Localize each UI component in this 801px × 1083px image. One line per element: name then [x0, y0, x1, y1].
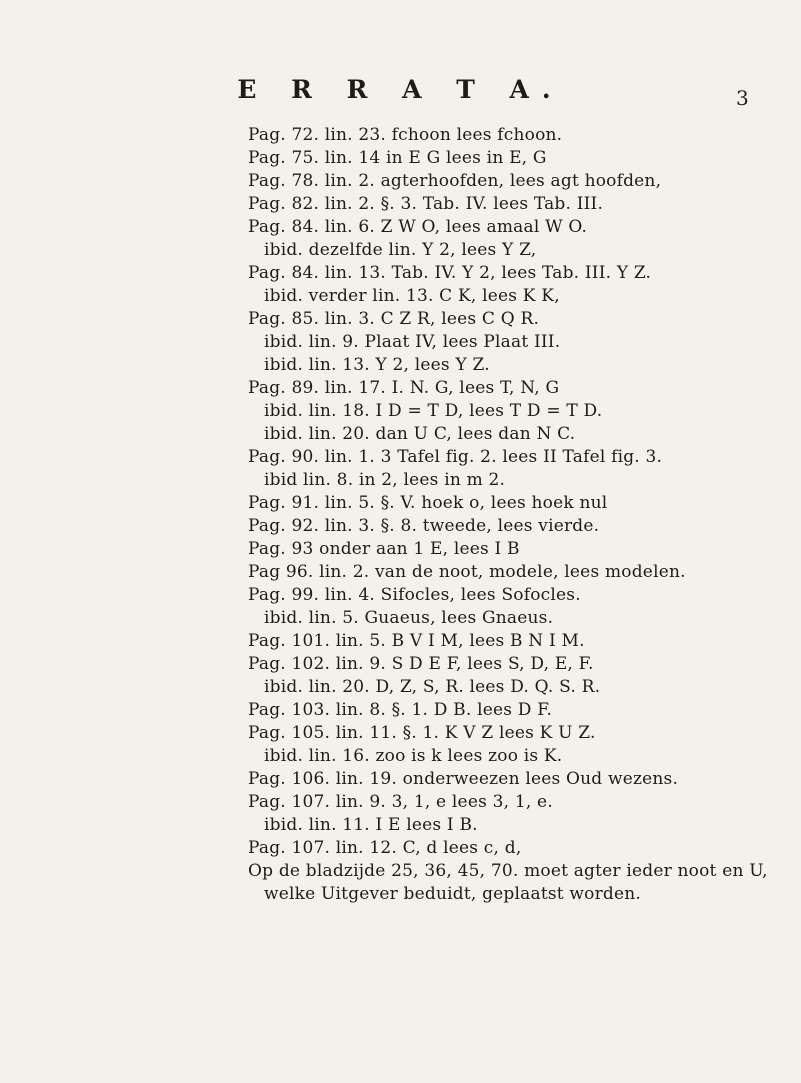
errata-note: Op de bladzijde 25, 36, 45, 70. moet agter ieder noot en U, welke Uitgever beduidt, geplaatst worden. [248, 861, 768, 904]
errata-entry: ibid. lin. 20. D, Z, S, R. lees D. Q. S. R. [264, 677, 601, 697]
errata-entry: Pag. 91. lin. 5. §. V. hoek o, lees hoek nul [248, 493, 608, 513]
errata-entry: Pag. 101. lin. 5. B V I M, lees B N I M. [248, 631, 585, 651]
errata-entry: ibid. verder lin. 13. C K, lees K K, [264, 286, 560, 306]
errata-list [248, 124, 788, 906]
errata-entry: Pag. 89. lin. 17. I. N. G, lees T, N, G [248, 378, 560, 398]
page-heading: E R R A T A. [237, 75, 564, 104]
errata-entry: Pag. 82. lin. 2. §. 3. Tab. IV. lees Tab. III. [248, 194, 604, 214]
errata-entry: Pag. 93 onder aan 1 E, lees I B [248, 539, 520, 559]
errata-entry: Pag. 99. lin. 4. Sifocles, lees Sofocles. [248, 585, 581, 605]
errata-entry: ibid. dezelfde lin. Y 2, lees Y Z, [264, 240, 537, 260]
errata-entry: Pag. 102. lin. 9. S D E F, lees S, D, E, F. [248, 654, 594, 674]
errata-entry: Pag. 85. lin. 3. C Z R, lees C Q R. [248, 309, 540, 329]
errata-entry: ibid. lin. 18. I D = T D, lees T D = T D. [264, 401, 603, 421]
errata-entry: Pag. 78. lin. 2. agterhoofden, lees agt hoofden, [248, 171, 662, 191]
errata-entry: Pag. 84. lin. 6. Z W O, lees amaal W O. [248, 217, 588, 237]
errata-entry: Pag. 72. lin. 23. fchoon lees fchoon. [248, 125, 563, 145]
errata-entry: Pag. 92. lin. 3. §. 8. tweede, lees vierde. [248, 516, 600, 536]
errata-entry: Pag. 107. lin. 12. C, d lees c, d, [248, 838, 522, 858]
errata-entry: Pag. 105. lin. 11. §. 1. K V Z lees K U Z. [248, 723, 596, 743]
errata-entry: Pag. 107. lin. 9. 3, 1, e lees 3, 1, e. [248, 792, 553, 812]
errata-entry: Pag 96. lin. 2. van de noot, modele, lees modelen. [248, 562, 686, 582]
errata-entry: ibid. lin. 20. dan U C, lees dan N C. [264, 424, 576, 444]
errata-entry: ibid. lin. 16. zoo is k lees zoo is K. [264, 746, 563, 766]
errata-entry: Pag. 75. lin. 14 in E G lees in E, G [248, 148, 547, 168]
errata-entry: Pag. 106. lin. 19. onderweezen lees Oud wezens. [248, 769, 679, 789]
errata-entry: ibid lin. 8. in 2, lees in m 2. [264, 470, 506, 490]
errata-entry: ibid. lin. 5. Guaeus, lees Gnaeus. [264, 608, 554, 628]
errata-entry: Pag. 103. lin. 8. §. 1. D B. lees D F. [248, 700, 553, 720]
errata-entry: ibid. lin. 13. Y 2, lees Y Z. [264, 355, 490, 375]
errata-entry: Pag. 84. lin. 13. Tab. IV. Y 2, lees Tab. III. Y Z. [248, 263, 652, 283]
errata-entry: ibid. lin. 9. Plaat IV, lees Plaat III. [264, 332, 561, 352]
errata-entry: Pag. 90. lin. 1. 3 Tafel fig. 2. lees II Tafel fig. 3. [248, 447, 663, 467]
errata-entry: ibid. lin. 11. I E lees I B. [264, 815, 478, 835]
page-number: 3 [736, 86, 749, 110]
